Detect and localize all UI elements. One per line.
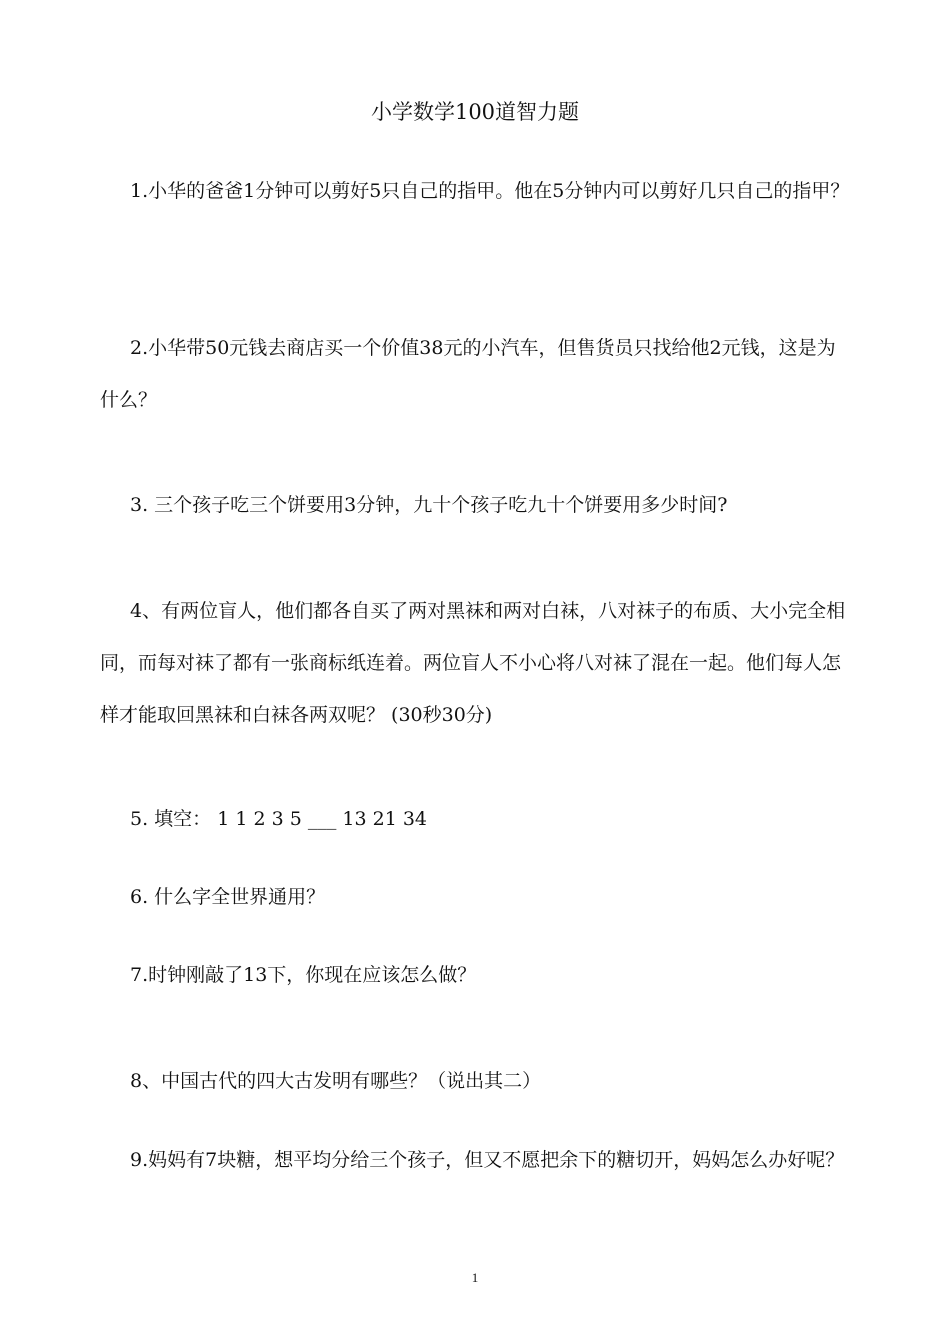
question-6: 6. 什么字全世界通用？ [130,886,326,908]
question-4: 4、有两位盲人，他们都各自买了两对黑袜和两对白袜，八对袜子的布质、大小完全相同，而每对袜了都有一张商标纸连着。两位盲人不小心将八对袜了混在一起。他们每人怎样才能取回黑袜和白袜各两双呢？ (30秒30分) [100,600,846,726]
question-2: 2.小华带50元钱去商店买一个价值38元的小汽车，但售货员只找给他2元钱，这是为什么？ [100,337,836,411]
page-title: 小学数学100道智力题 [370,100,580,124]
question-9: 9.妈妈有7块糖，想平均分给三个孩子，但又不愿把余下的糖切开，妈妈怎么办好呢？ [130,1149,845,1171]
question-8: 8、中国古代的四大古发明有哪些？（说出其二） [130,1070,542,1092]
question-5: 5. 填空： 1 1 2 3 5 ___ 13 21 34 [130,808,427,830]
question-3: 3. 三个孩子吃三个饼要用3分钟，九十个孩子吃九十个饼要用多少时间? [130,494,728,516]
question-1: 1.小华的爸爸1分钟可以剪好5只自己的指甲。他在5分钟内可以剪好几只自己的指甲？ [130,180,850,202]
question-7: 7.时钟刚敲了13下，你现在应该怎么做？ [130,964,477,986]
page-number: 1 [471,1270,479,1285]
